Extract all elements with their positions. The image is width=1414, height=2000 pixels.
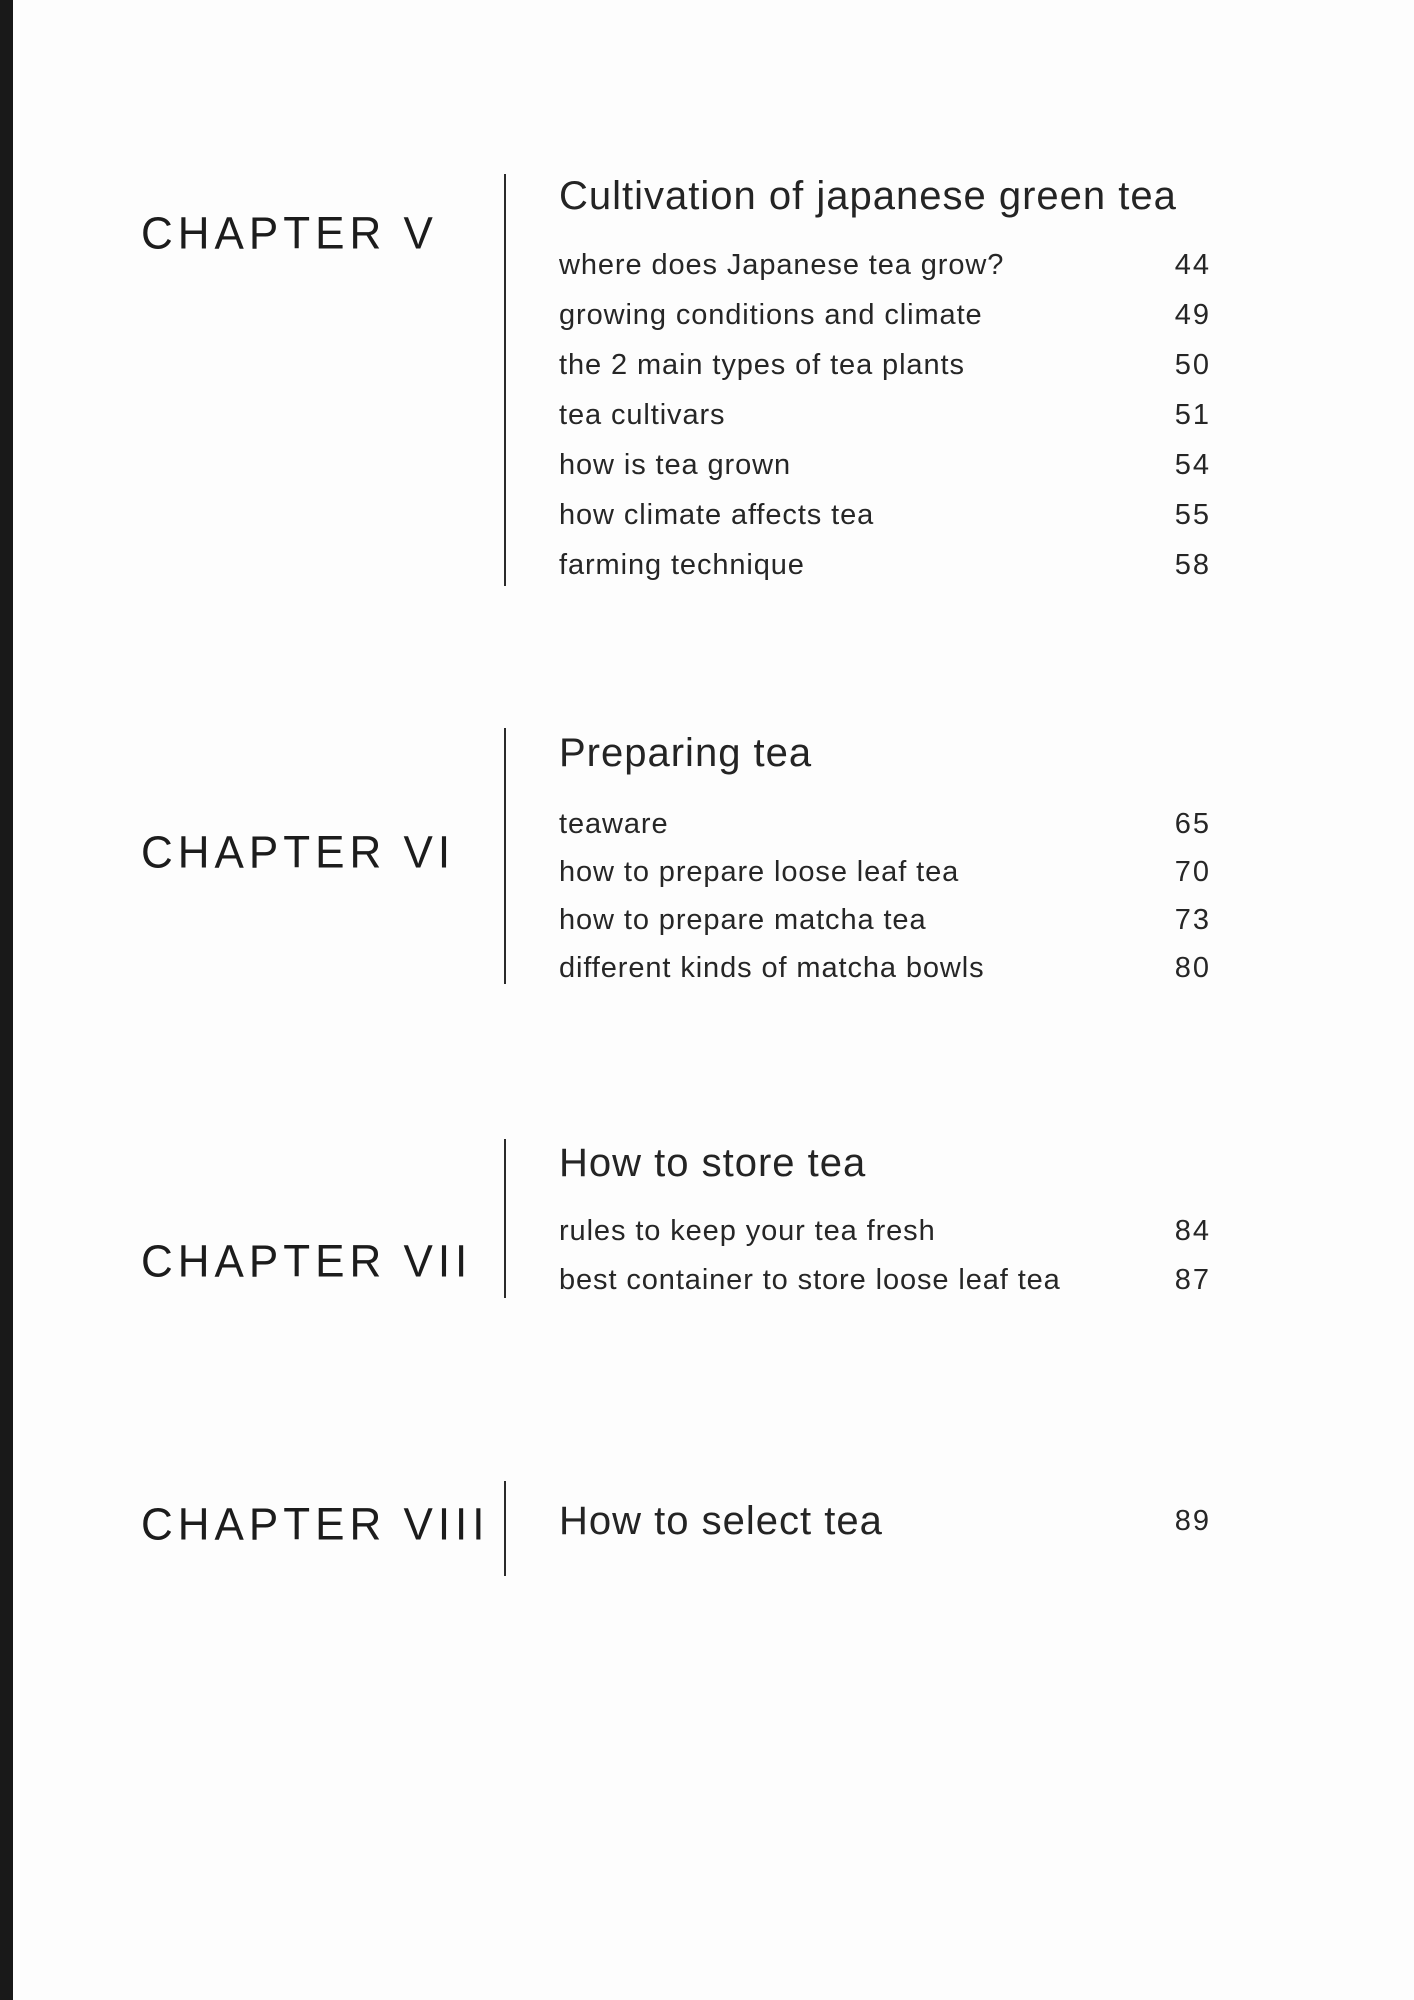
entry-page-number: 44 <box>1174 248 1211 281</box>
toc-entry <box>559 340 1211 390</box>
entry-label: how is tea grown <box>559 448 792 481</box>
toc-entry <box>559 944 1211 992</box>
entry-page-number: 84 <box>1174 1215 1211 1247</box>
chapter-vii-entries <box>559 1207 1211 1305</box>
entry-label: the 2 main types of tea plants <box>559 348 965 381</box>
entry-page-number: 80 <box>1174 951 1211 984</box>
chapter-v-section <box>559 172 1211 590</box>
entry-page-number: 70 <box>1174 855 1211 888</box>
toc-entry <box>559 1497 1211 1545</box>
entry-page-number: 73 <box>1174 903 1211 936</box>
toc-entry <box>559 1256 1211 1305</box>
chapter-v-divider <box>504 174 506 586</box>
entry-page-number: 50 <box>1174 348 1211 381</box>
entry-label: tea cultivars <box>559 398 726 431</box>
entry-label: different kinds of matcha bowls <box>559 951 985 984</box>
toc-entry <box>559 490 1211 540</box>
entry-page-number: 89 <box>1174 1504 1211 1537</box>
chapter-vii-divider <box>504 1139 506 1298</box>
toc-entry <box>559 290 1211 340</box>
entry-page-number: 87 <box>1174 1264 1211 1296</box>
entry-label: how to prepare matcha tea <box>559 903 927 936</box>
entry-page-number: 55 <box>1174 498 1211 531</box>
entry-label: how to prepare loose leaf tea <box>559 855 960 888</box>
chapter-vii-section <box>559 1139 1211 1305</box>
chapter-vii-label: CHAPTER VII <box>141 1236 473 1287</box>
entry-label: best container to store loose leaf tea <box>559 1264 1061 1296</box>
chapter-viii-title: How to select tea <box>559 1499 883 1543</box>
entry-page-number: 65 <box>1174 807 1211 840</box>
chapter-viii-label: CHAPTER VIII <box>141 1499 490 1550</box>
entry-label: rules to keep your tea fresh <box>559 1215 936 1247</box>
toc-entry <box>559 1207 1211 1256</box>
toc-entry <box>559 540 1211 590</box>
entry-page-number: 49 <box>1174 298 1211 331</box>
page-edge-bar <box>0 0 13 2000</box>
chapter-v-title: Cultivation of japanese green tea <box>559 174 1177 218</box>
toc-entry <box>559 848 1211 896</box>
chapter-viii-section <box>559 1497 1211 1545</box>
chapter-vi-divider <box>504 728 506 984</box>
entry-label: where does Japanese tea grow? <box>559 248 1005 281</box>
toc-entry <box>559 390 1211 440</box>
toc-entry <box>559 440 1211 490</box>
entry-label: teaware <box>559 807 669 840</box>
entry-page-number: 51 <box>1174 398 1211 431</box>
chapter-v-entries <box>559 240 1211 590</box>
chapter-vi-title: Preparing tea <box>559 731 813 775</box>
toc-entry <box>559 896 1211 944</box>
chapter-vi-section <box>559 729 1211 992</box>
toc-entry <box>559 240 1211 290</box>
chapter-viii-divider <box>504 1481 506 1576</box>
entry-page-number: 54 <box>1174 448 1211 481</box>
chapter-vii-title: How to store tea <box>559 1141 867 1185</box>
entry-page-number: 58 <box>1174 548 1211 581</box>
toc-entry <box>559 800 1211 848</box>
chapter-v-label: CHAPTER V <box>141 208 438 259</box>
entry-label: farming technique <box>559 548 805 581</box>
chapter-vi-entries <box>559 800 1211 992</box>
entry-label: growing conditions and climate <box>559 298 983 331</box>
entry-label: how climate affects tea <box>559 498 875 531</box>
chapter-vi-label: CHAPTER VI <box>141 827 456 878</box>
